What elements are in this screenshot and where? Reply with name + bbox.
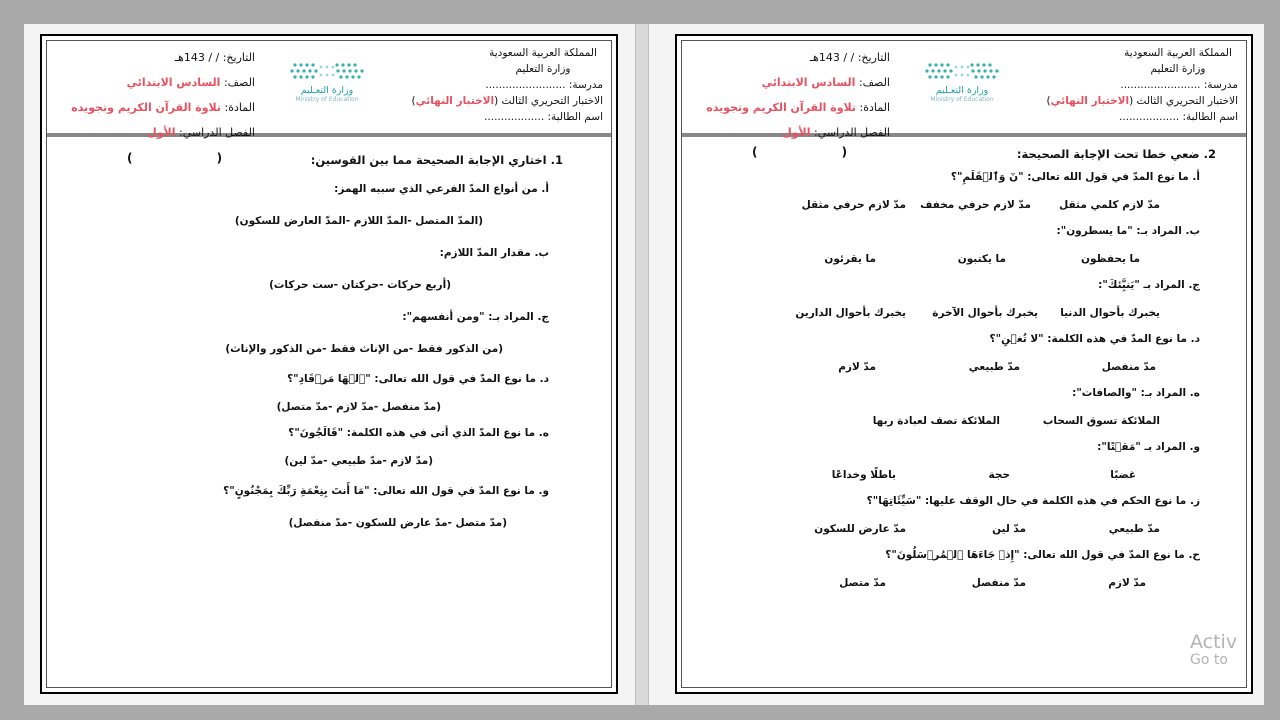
question-item: د. ما نوع المدّ في هذه الكلمة: "لا تُغۡنِ"؟ — [989, 333, 1200, 345]
logo-dots-icon — [287, 59, 367, 83]
header-institution — [393, 45, 603, 125]
ministry-logo — [272, 59, 382, 119]
question-item: و. ما نوع المدّ في قول الله تعالى: "مَا أَنتَ بِنِعْمَةِ رَبِّكَ بِمَجْنُونٍ"؟ — [223, 485, 549, 497]
answer-option[interactable]: يخبرك بأحوال الآخرة — [932, 307, 1038, 319]
grade-field: الصف: السادس الابتدائي — [761, 76, 890, 89]
question-item: ب. مقدار المدّ اللازم: — [439, 247, 549, 259]
question-2-title: 2. ضعي خطا تحت الإجابة الصحيحة: — [1016, 147, 1216, 161]
answer-option[interactable]: الملائكة تسوق السحاب — [1042, 415, 1160, 427]
answer-option[interactable]: ما يحفظون — [1081, 253, 1140, 265]
question-item: و. المراد بـ "مَقۡتًا": — [1097, 441, 1200, 453]
exam-page-2 — [675, 34, 1253, 694]
question-item: ه. المراد بـ: "والصافات": — [1072, 387, 1200, 399]
score-box: ( ) — [127, 151, 263, 165]
answer-option[interactable]: يخبرك بأحوال الدارين — [795, 307, 906, 319]
kingdom-label: المملكة العربية السعودية — [489, 47, 597, 59]
ministry-label: وزارة التعليم — [515, 63, 571, 75]
answer-option[interactable]: حجة — [988, 469, 1010, 481]
ministry-label: وزارة التعليم — [1150, 63, 1206, 75]
page-border — [46, 40, 612, 688]
logo-subtext: Ministry of Education — [930, 96, 994, 103]
logo-text: وزارة التعـليم — [935, 85, 989, 96]
document-workspace[interactable] — [24, 24, 1264, 705]
date-field: التاريخ: / / 143هـ — [809, 51, 890, 64]
exam-title: الاختبار التحريري الثالث (الاختبار النهائي) — [411, 95, 603, 107]
answer-option[interactable]: مدّ متصل — [839, 577, 886, 589]
page-border — [681, 40, 1247, 688]
answer-option[interactable]: مدّ عارض للسكون — [814, 523, 906, 535]
answer-option[interactable]: مدّ طبيعي — [1108, 523, 1160, 535]
school-field: مدرسة: ........................ — [485, 79, 603, 91]
answer-option[interactable]: مدّ لازم — [838, 361, 876, 373]
answer-option[interactable]: مدّ لين — [992, 523, 1026, 535]
exam-page-1 — [40, 34, 618, 694]
logo-subtext: Ministry of Education — [295, 96, 359, 103]
term-field: الفصل الدراسي: الأول — [147, 126, 255, 139]
activation-watermark — [1190, 632, 1237, 668]
school-field: مدرسة: ........................ — [1120, 79, 1238, 91]
watermark-line-2: Go to — [1190, 651, 1228, 668]
answer-option[interactable]: الملائكة تصف لعبادة ربها — [872, 415, 1000, 427]
page-body — [682, 141, 1246, 687]
answer-options: (المدّ المتصل -المدّ اللازم -المدّ العارض للسكون) — [234, 215, 483, 227]
watermark-line-1: Activ — [1190, 631, 1238, 653]
question-item: أ. من أنواع المدّ الفرعي الذي سببه الهمز: — [334, 183, 549, 195]
page-header — [47, 41, 611, 137]
answer-option[interactable]: مدّ لازم حرفي مثقل — [801, 199, 906, 211]
question-item: د. ما نوع المدّ في قول الله تعالى: "ﭐلۡهَا مَرۡقَادِ"؟ — [287, 373, 549, 385]
header-exam-info — [55, 45, 255, 145]
logo-text: وزارة التعـليم — [300, 85, 354, 96]
header-institution — [1028, 45, 1238, 125]
question-1-title: 1. اختاري الإجابة الصحيحة مما بين القوسين: — [310, 153, 563, 167]
kingdom-label: المملكة العربية السعودية — [1124, 47, 1232, 59]
ministry-logo — [907, 59, 1017, 119]
exam-title: الاختبار التحريري الثالث (الاختبار النهائي) — [1046, 95, 1238, 107]
answer-option[interactable]: باطلًا وخداعًا — [831, 469, 896, 481]
question-item: ج. المراد بـ: "ومن أنفسهم": — [402, 311, 549, 323]
answer-options: (أربع حركات -حركتان -ست حركات) — [269, 279, 451, 291]
page-body — [47, 141, 611, 687]
question-item: ز. ما نوع الحكم في هذه الكلمة في حال الوقف عليها: "سَيِّئَاتِهَا"؟ — [866, 495, 1200, 507]
answer-options: (مدّ لازم -مدّ طبيعي -مدّ لين) — [284, 455, 433, 467]
question-item: ب. المراد بـ: "ما يسطرون": — [1056, 225, 1200, 237]
subject-field: المادة: تلاوة القرآن الكريم وتجويده — [706, 101, 890, 114]
student-name-field: اسم الطالبة: .................. — [1119, 111, 1238, 123]
student-name-field: اسم الطالبة: .................. — [484, 111, 603, 123]
grade-field: الصف: السادس الابتدائي — [126, 76, 255, 89]
answer-option[interactable]: يخبرك بأحوال الدنيا — [1060, 307, 1160, 319]
answer-option[interactable]: مدّ لازم حرفي مخفف — [920, 199, 1031, 211]
answer-option[interactable]: مدّ منفصل — [1101, 361, 1156, 373]
logo-dots-icon — [922, 59, 1002, 83]
document-viewer — [10, 10, 1270, 710]
date-field: التاريخ: / / 143هـ — [174, 51, 255, 64]
answer-options: (مدّ منفصل -مدّ لازم -مدّ متصل) — [276, 401, 441, 413]
answer-option[interactable]: غضبًا — [1110, 469, 1136, 481]
term-field: الفصل الدراسي: الأول — [782, 126, 890, 139]
score-box: ( ) — [752, 145, 888, 159]
answer-options: (مدّ متصل -مدّ عارض للسكون -مدّ منفصل) — [288, 517, 507, 529]
answer-options: (من الذكور فقط -من الإناث فقط -من الذكور والإناث) — [225, 343, 503, 355]
header-exam-info — [690, 45, 890, 145]
subject-field: المادة: تلاوة القرآن الكريم وتجويده — [71, 101, 255, 114]
answer-option[interactable]: مدّ لازم — [1108, 577, 1146, 589]
answer-option[interactable]: ما يكتبون — [957, 253, 1006, 265]
question-item: ح. ما نوع المدّ في قول الله تعالى: "إِذۡ جَاءَهَا ٱلۡمُرۡسَلُونَ"؟ — [885, 549, 1200, 561]
question-item: ج. المراد بـ "يَنبَِّئكَ": — [1098, 279, 1200, 291]
answer-option[interactable]: مدّ لازم كلمي مثقل — [1059, 199, 1160, 211]
question-item: ه. ما نوع المدّ الذي أتى في هذه الكلمة: "قَالَجُونَ"؟ — [288, 427, 549, 439]
page-header — [682, 41, 1246, 137]
page-gutter — [635, 24, 649, 705]
question-item: أ. ما نوع المدّ في قول الله تعالى: "نٓ وَٱلۡقَلَمِ"؟ — [950, 171, 1200, 183]
answer-option[interactable]: مدّ طبيعي — [968, 361, 1020, 373]
answer-option[interactable]: ما يقرئون — [824, 253, 876, 265]
answer-option[interactable]: مدّ منفصل — [971, 577, 1026, 589]
